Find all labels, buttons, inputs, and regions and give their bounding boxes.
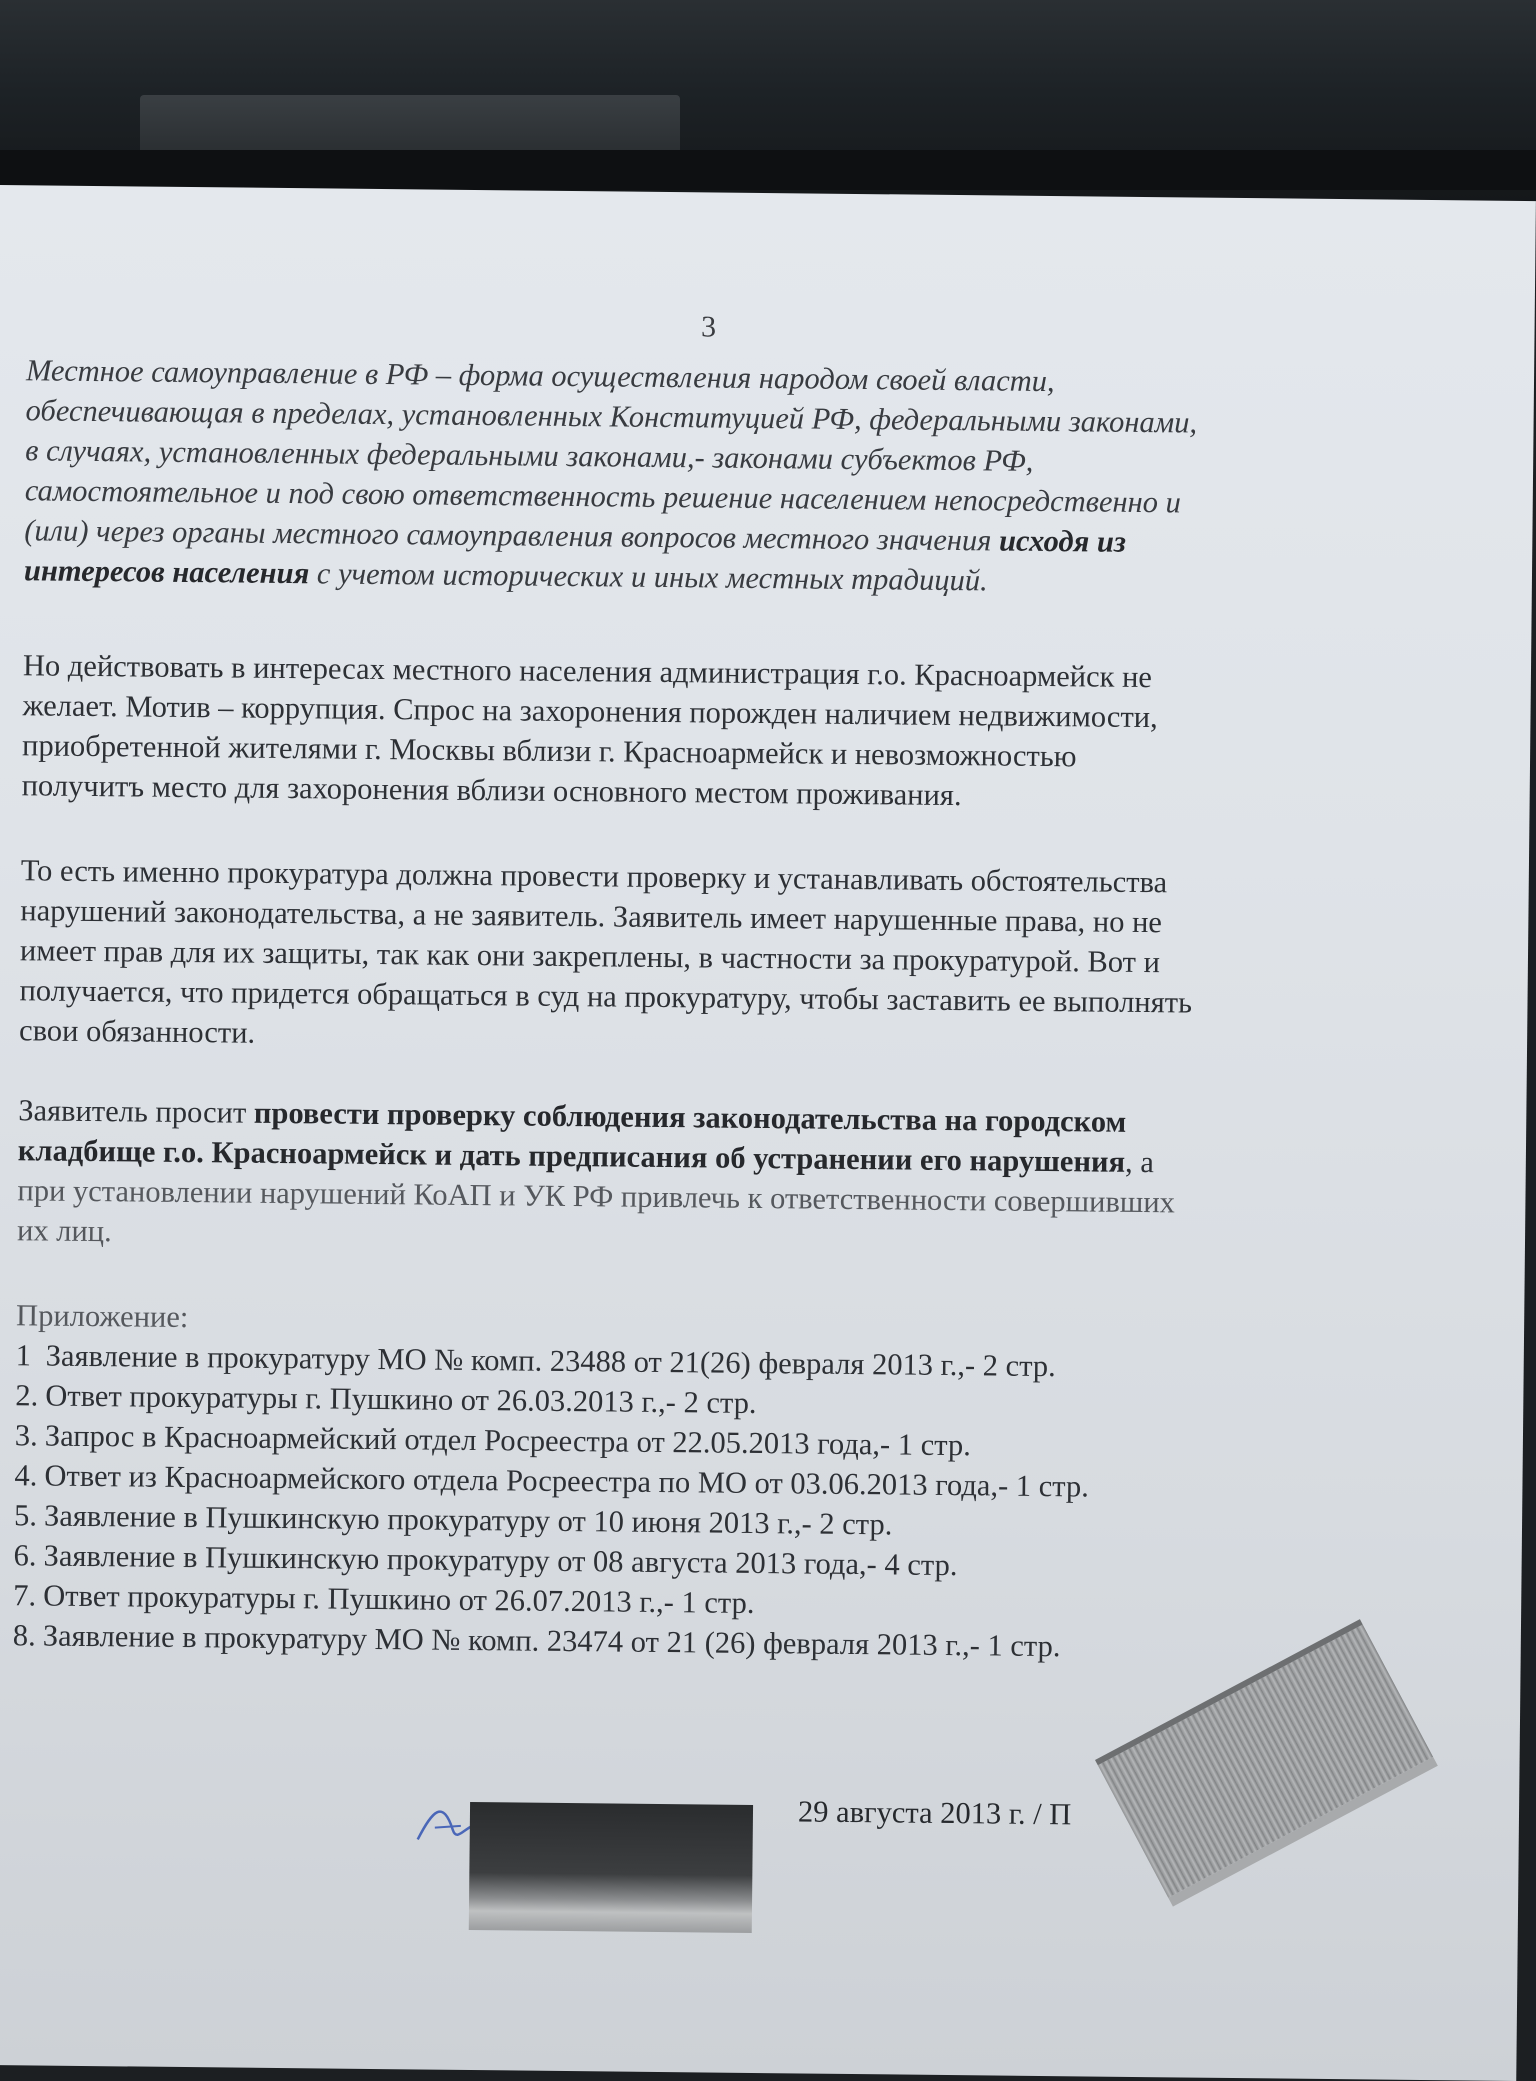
text-line: приобретенной жителями г. Москвы вблизи г. Красноармейск и невозможностью [21, 728, 1077, 774]
item-number: 5. [13, 1498, 38, 1533]
bold-fragment: провести проверку соблюдения законодательства на городском [253, 1095, 1127, 1139]
text-line: Местное самоуправление в РФ – форма осуществления народом своей власти, [25, 353, 1055, 399]
text-line: обеспечивающая в пределах, установленных Конституцией РФ, федеральными законами, [25, 393, 1198, 440]
text-fragment: , а [1124, 1144, 1155, 1180]
item-text: Заявление в Пушкинскую прокуратуру от 10 июня 2013 г.,- 2 стр. [43, 1498, 893, 1542]
text-line: желает. Мотив – коррупция. Спрос на захоронения порожден наличием недвижимости, [22, 688, 1158, 735]
item-number: 4. [14, 1458, 38, 1493]
bold-fragment: кладбище г.о. Красноармейск и дать предписания об устранении его нарушения [17, 1133, 1126, 1179]
redaction-clip [469, 1802, 753, 1933]
item-text: Ответ прокуратуры г. Пушкино от 26.03.2013 г.,- 2 стр. [45, 1378, 757, 1420]
text-line: нарушений законодательства, а не заявитель. Заявитель имеет нарушенные права, но не [20, 893, 1163, 940]
paragraph-request [17, 1090, 1399, 1264]
background-shadow [0, 150, 1536, 190]
item-number: 8. [12, 1618, 36, 1653]
text-line: получается, что придется обращаться в суд на прокуратуру, чтобы заставить ее выполнять [19, 973, 1193, 1020]
text-line: получитъ место для захоронения вблизи основного местом проживания. [21, 768, 962, 813]
paragraph-prosecutor [19, 850, 1401, 1064]
appendix-list [13, 1295, 1397, 1669]
text-fragment: (или) через органы местного самоуправления вопросов местного значения [24, 513, 992, 558]
item-number: 6. [13, 1538, 37, 1573]
text-line: их лиц. [16, 1213, 112, 1249]
item-text: Заявление в Пушкинскую прокуратуру от 08 августа 2013 года,- 4 стр. [43, 1538, 958, 1583]
item-number: 7. [13, 1578, 37, 1613]
text-line: Но действовать в интересах местного населения администрация г.о. Красноармейск не [22, 648, 1153, 695]
text-line: имеет прав для их защиты, так как они закреплены, в частности за прокуратурой. Вот и [19, 933, 1161, 980]
page-number: 3 [700, 310, 717, 344]
bold-fragment: интересов населения [23, 553, 310, 591]
item-text: Ответ из Красноармейского отдела Росреестра по МО от 03.06.2013 года,- 1 стр. [44, 1458, 1089, 1504]
bold-fragment: исходя из [998, 523, 1127, 559]
text-fragment: Заявитель просит [18, 1093, 247, 1130]
text-line: самостоятельное и под свою ответственность решение населением непосредственно и [24, 473, 1182, 520]
item-text: Заявление в прокуратуру МО № комп. 23488 от 21(26) февраля 2013 г.,- 2 стр. [45, 1338, 1056, 1384]
item-number: 2. [15, 1378, 39, 1413]
item-text: Запрос в Красноармейский отдел Росреестра от 22.05.2013 года,- 1 стр. [44, 1418, 971, 1463]
text-line: в случаях, установленных федеральными законами,- законами субъектов РФ, [25, 433, 1034, 478]
appendix-heading: Приложение: [15, 1298, 189, 1335]
text-line: То есть именно прокуратура должна провести проверку и устанавливать обстоятельства [20, 853, 1168, 900]
text-line: при установлении нарушений КоАП и УК РФ привлечь к ответственности совершивших [17, 1173, 1176, 1220]
text-line: свои обязанности. [18, 1013, 256, 1050]
date-signature-line: 29 августа 2013 г. / П [797, 1794, 1072, 1832]
item-text: Заявление в прокуратуру МО № комп. 23474 от 21 (26) февраля 2013 г.,- 1 стр. [42, 1618, 1061, 1664]
item-number: 1 [15, 1338, 32, 1373]
paragraph-definition [24, 350, 1406, 604]
paragraph-motive [22, 645, 1404, 819]
item-text: Ответ прокуратуры г. Пушкино от 26.07.2013 г.,- 1 стр. [43, 1578, 755, 1620]
item-number: 3. [14, 1418, 38, 1453]
text-fragment: с учетом исторических и иных местных традиций. [316, 556, 988, 598]
